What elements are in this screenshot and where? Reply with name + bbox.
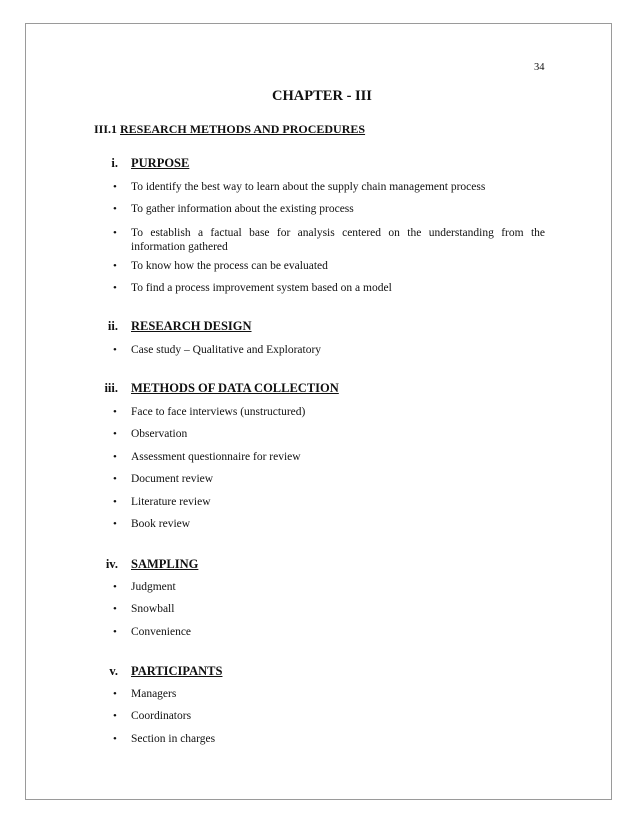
part-heading	[0, 156, 638, 174]
part-title: PARTICIPANTS	[131, 664, 223, 678]
bullet-icon: •	[113, 518, 117, 530]
bullet-icon: •	[113, 451, 117, 463]
list-item-text: Judgment	[131, 581, 176, 593]
part-purpose	[0, 156, 638, 174]
bullet-icon: •	[113, 733, 117, 745]
part-participants	[0, 664, 638, 682]
list-item-text: To gather information about the existing process	[131, 203, 354, 215]
part-numeral: iv.	[105, 557, 118, 571]
list-item-text: Managers	[131, 688, 177, 700]
bullet-icon: •	[113, 496, 117, 508]
bullet-icon: •	[113, 406, 117, 418]
section-title: RESEARCH METHODS AND PROCEDURES	[120, 122, 366, 136]
part-sampling	[0, 557, 638, 575]
list-item-text: To find a process improvement system based on a model	[131, 282, 392, 294]
part-numeral: ii.	[107, 319, 118, 333]
list-item-text: Coordinators	[131, 710, 192, 722]
part-research-design	[0, 319, 638, 337]
bullet-icon: •	[113, 626, 117, 638]
bullet-icon: •	[113, 181, 117, 193]
list-item-text: Document review	[131, 473, 214, 485]
list-item-text: Snowball	[131, 603, 175, 615]
list-item-text: To know how the process can be evaluated	[131, 260, 328, 272]
bullet-icon: •	[113, 260, 117, 272]
chapter-title	[0, 88, 638, 105]
part-heading	[0, 319, 638, 337]
page-number: 34	[534, 62, 545, 73]
part-title: SAMPLING	[131, 557, 199, 571]
part-title: PURPOSE	[131, 156, 190, 170]
list-item-text: Section in charges	[131, 733, 216, 745]
part-numeral: v.	[109, 664, 118, 678]
bullet-icon: •	[113, 227, 117, 239]
list-item-text: Book review	[131, 518, 191, 530]
bullet-icon: •	[113, 428, 117, 440]
part-title: RESEARCH DESIGN	[131, 319, 252, 333]
bullet-icon: •	[113, 344, 117, 356]
list-item-text: Case study – Qualitative and Exploratory	[131, 344, 322, 356]
list-item-text: Convenience	[131, 626, 192, 638]
chapter-title-text: CHAPTER - III	[272, 88, 372, 104]
bullet-icon: •	[113, 581, 117, 593]
bullet-icon: •	[113, 688, 117, 700]
part-heading	[0, 557, 638, 575]
bullet-icon: •	[113, 710, 117, 722]
part-numeral: i.	[111, 156, 118, 170]
part-heading	[0, 381, 638, 399]
list-item-text: To establish a factual base for analysis centered on the understanding from the information gathered	[131, 227, 545, 253]
list-item-text: To identify the best way to learn about the supply chain management process	[131, 181, 486, 193]
list-item-text: Assessment questionnaire for review	[131, 451, 301, 463]
list-item-text: Observation	[131, 428, 188, 440]
bullet-icon: •	[113, 282, 117, 294]
section-number: III.1	[94, 122, 118, 136]
bullet-icon: •	[113, 473, 117, 485]
list-item-text: Face to face interviews (unstructured)	[131, 406, 306, 418]
list-item-text: Literature review	[131, 496, 211, 508]
section-heading	[94, 122, 365, 137]
part-heading	[0, 664, 638, 682]
part-numeral: iii.	[104, 381, 118, 395]
bullet-icon: •	[113, 203, 117, 215]
part-data-collection	[0, 381, 638, 399]
bullet-icon: •	[113, 603, 117, 615]
part-title: METHODS OF DATA COLLECTION	[131, 381, 339, 395]
